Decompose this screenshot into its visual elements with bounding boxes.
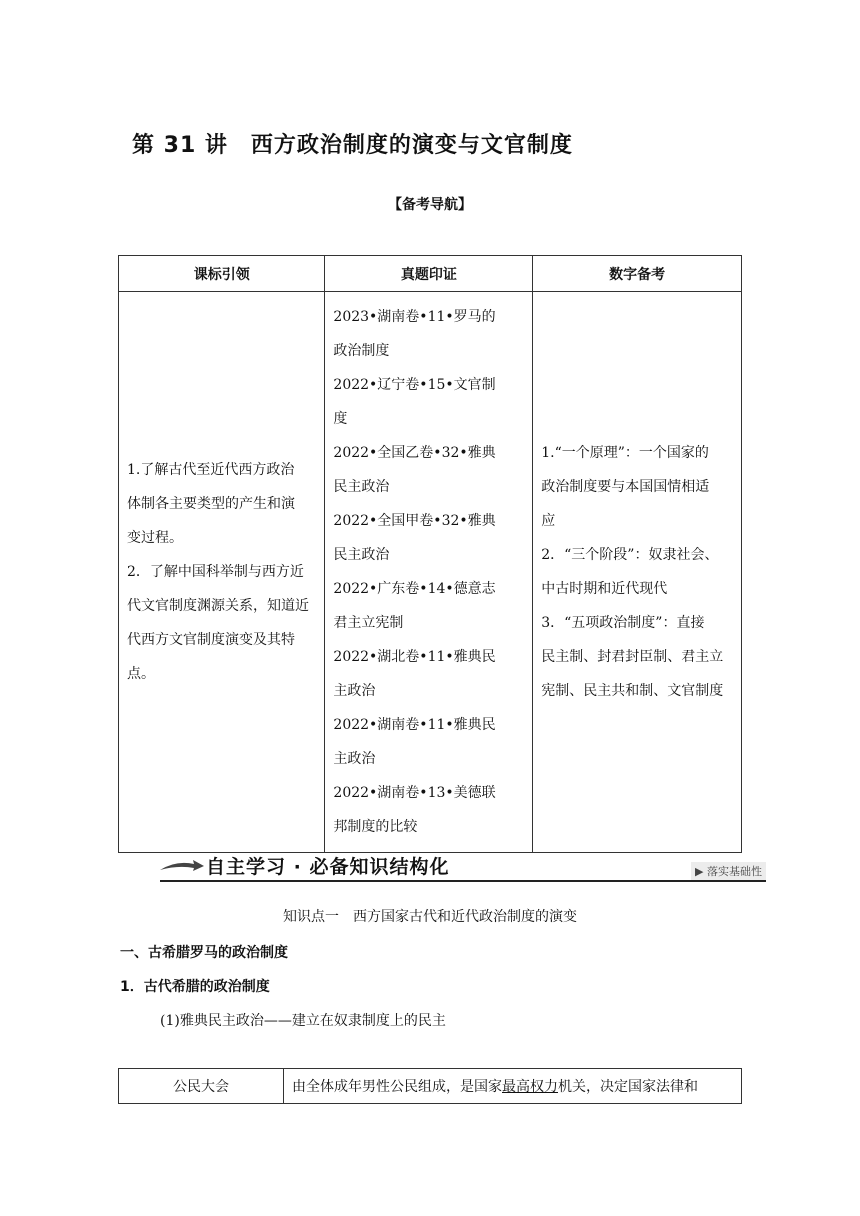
digital-line: 宪制、民主共和制、文官制度 [541,683,724,699]
table-row [119,1069,742,1104]
exam-line: 2022•湖南卷•11•雅典民 [333,717,496,733]
exam-line: 2022•辽宁卷•15•文官制 [333,377,496,393]
knowledge-point-title: 知识点一 西方国家古代和近代政治制度的演变 [283,909,577,925]
digital-line: 1.“一个原理”：一个国家的 [541,445,709,461]
exam-line: 主政治 [333,751,376,767]
digital-prep-cell [533,292,742,853]
section-subtitle: 【备考导航】 [388,197,472,213]
exam-line: 2023•湖南卷•11•罗马的 [333,309,496,325]
paragraph: (1)雅典民主政治——建立在奴隶制度上的民主 [160,1013,446,1029]
description-text-end: 机关，决定国家法律和 [558,1079,698,1095]
digital-line: 2．“三个阶段”：奴隶社会、 [541,547,719,563]
curriculum-line: 点。 [127,666,155,682]
banner-tag [691,862,766,880]
page-title: 第 31 讲 西方政治制度的演变与文官制度 [132,133,573,158]
curriculum-line: 1.了解古代至近代西方政治 [127,462,295,478]
exam-line: 主政治 [333,683,376,699]
banner-divider [160,880,766,882]
header-exam-evidence: 真题印证 [325,256,533,292]
curriculum-line: 2．了解中国科举制与西方近 [127,564,304,580]
description-underlined: 最高权力 [502,1079,558,1095]
digital-line: 中古时期和近代现代 [541,581,668,597]
exam-line: 民主政治 [333,479,390,495]
banner-title: 自主学习 · 必备知识结构化 [206,856,450,878]
section-banner [160,852,766,882]
exam-line: 2022•全国乙卷•32•雅典 [333,445,496,461]
curriculum-line: 体制各主要类型的产生和演 [127,496,295,512]
digital-line: 应 [541,513,556,529]
curriculum-line: 代西方文官制度演变及其特 [127,632,295,648]
exam-line: 度 [333,411,348,427]
section-heading: 一、古希腊罗马的政治制度 [120,945,288,961]
curriculum-line: 代文官制度渊源关系，知道近 [127,598,309,614]
exam-line: 邦制度的比较 [333,819,418,835]
exam-line: 2022•湖北卷•11•雅典民 [333,649,496,665]
exam-line: 民主政治 [333,547,390,563]
play-arrow-icon: ▶ [695,865,704,878]
institution-description [284,1069,742,1104]
header-curriculum: 课标引领 [119,256,325,292]
exam-line: 2022•全国甲卷•32•雅典 [333,513,496,529]
institution-name: 公民大会 [119,1069,284,1104]
header-digital-prep: 数字备考 [533,256,742,292]
description-text: 由全体成年男性公民组成，是国家 [292,1079,502,1095]
table-header-row [119,256,742,292]
exam-evidence-cell [325,292,533,853]
curriculum-line: 变过程。 [127,530,183,546]
table-row [119,292,742,853]
curriculum-cell [119,292,325,853]
exam-line: 2022•湖南卷•13•美德联 [333,785,496,801]
banner-tag-label: 落实基础性 [707,865,762,878]
subsection-heading: 1．古代希腊的政治制度 [120,979,270,995]
digital-line: 3．“五项政治制度”：直接 [541,615,705,631]
digital-line: 政治制度要与本国国情相适 [541,479,710,495]
exam-line: 2022•广东卷•14•德意志 [333,581,496,597]
athens-institutions-table [118,1068,742,1104]
exam-line: 政治制度 [333,343,390,359]
banner-arrow-icon [160,858,204,874]
digital-line: 民主制、封君封臣制、君主立 [541,649,724,665]
exam-guide-table [118,255,742,853]
exam-line: 君主立宪制 [333,615,404,631]
